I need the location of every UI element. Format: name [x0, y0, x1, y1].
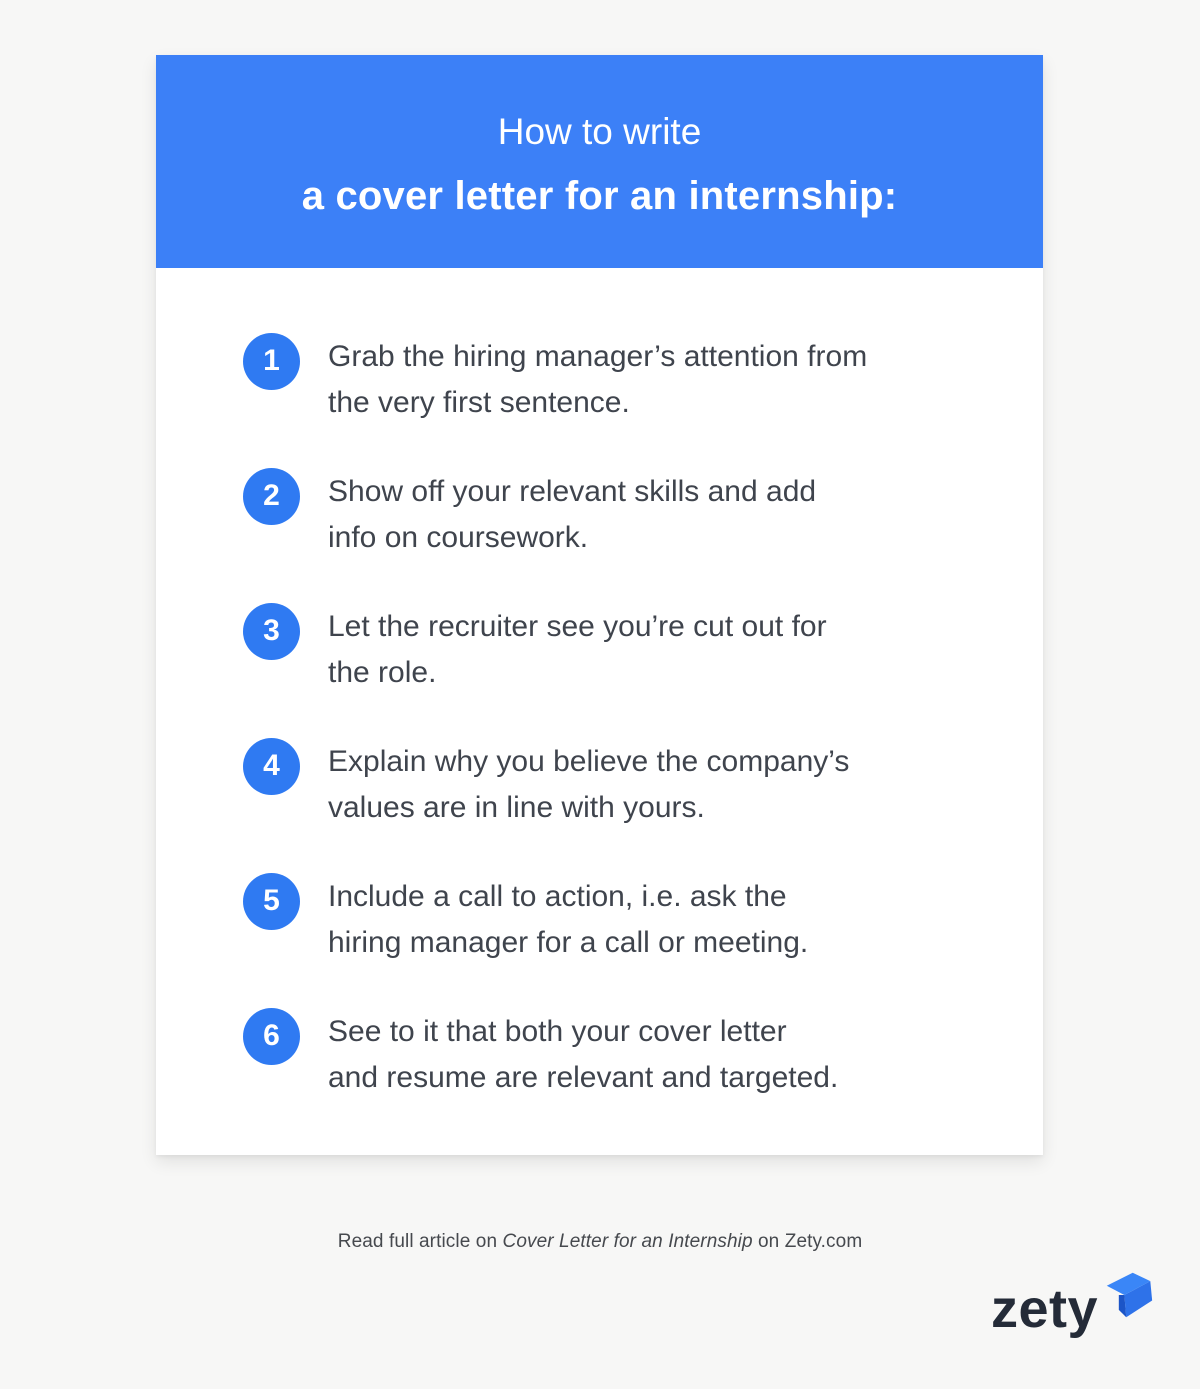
step-text-line: values are in line with yours.	[328, 791, 705, 824]
step-text	[328, 603, 827, 696]
zety-logo	[990, 1268, 1154, 1339]
step-text-line: Let the recruiter see you’re cut out for	[328, 610, 827, 643]
footer-article-title: Cover Letter for an Internship	[502, 1231, 753, 1252]
step-text-line: See to it that both your cover letter	[328, 1015, 787, 1048]
step-text	[328, 873, 808, 966]
header-title-line1: How to write	[497, 110, 702, 152]
step-text	[328, 738, 849, 831]
step-text-line: the very first sentence.	[328, 386, 630, 419]
infographic-card	[156, 55, 1043, 1155]
step-number-badge: 1	[243, 333, 300, 390]
step-number-badge: 2	[243, 468, 300, 525]
step-text	[328, 468, 816, 561]
list-item	[243, 333, 983, 426]
list-item	[243, 873, 983, 966]
step-text	[328, 333, 867, 426]
step-text-line: info on coursework.	[328, 521, 589, 554]
step-text-line: hiring manager for a call or meeting.	[328, 926, 809, 959]
list-item	[243, 1008, 983, 1101]
footer-suffix: on Zety.com	[752, 1231, 863, 1252]
header-title-line2: a cover letter for an internship:	[301, 173, 898, 218]
step-text-line: Show off your relevant skills and add	[328, 475, 817, 508]
list-item	[243, 603, 983, 696]
step-text-line: Grab the hiring manager’s attention from	[328, 340, 868, 373]
list-item	[243, 468, 983, 561]
step-number-badge: 4	[243, 738, 300, 795]
step-text	[328, 1008, 838, 1101]
list-item	[243, 738, 983, 831]
footer-note	[0, 1231, 1200, 1253]
step-text-line: Explain why you believe the company’s	[328, 745, 850, 778]
zety-wordmark: zety	[990, 1279, 1098, 1339]
header-banner	[156, 55, 1043, 268]
step-number-badge: 5	[243, 873, 300, 930]
step-text-line: and resume are relevant and targeted.	[328, 1061, 839, 1094]
steps-list	[243, 333, 983, 1143]
step-text-line: Include a call to action, i.e. ask the	[328, 880, 787, 913]
step-number-badge: 3	[243, 603, 300, 660]
footer-prefix: Read full article on	[337, 1231, 503, 1252]
zety-logo-mark-icon	[1104, 1268, 1154, 1322]
step-number-badge: 6	[243, 1008, 300, 1065]
step-text-line: the role.	[328, 656, 437, 689]
